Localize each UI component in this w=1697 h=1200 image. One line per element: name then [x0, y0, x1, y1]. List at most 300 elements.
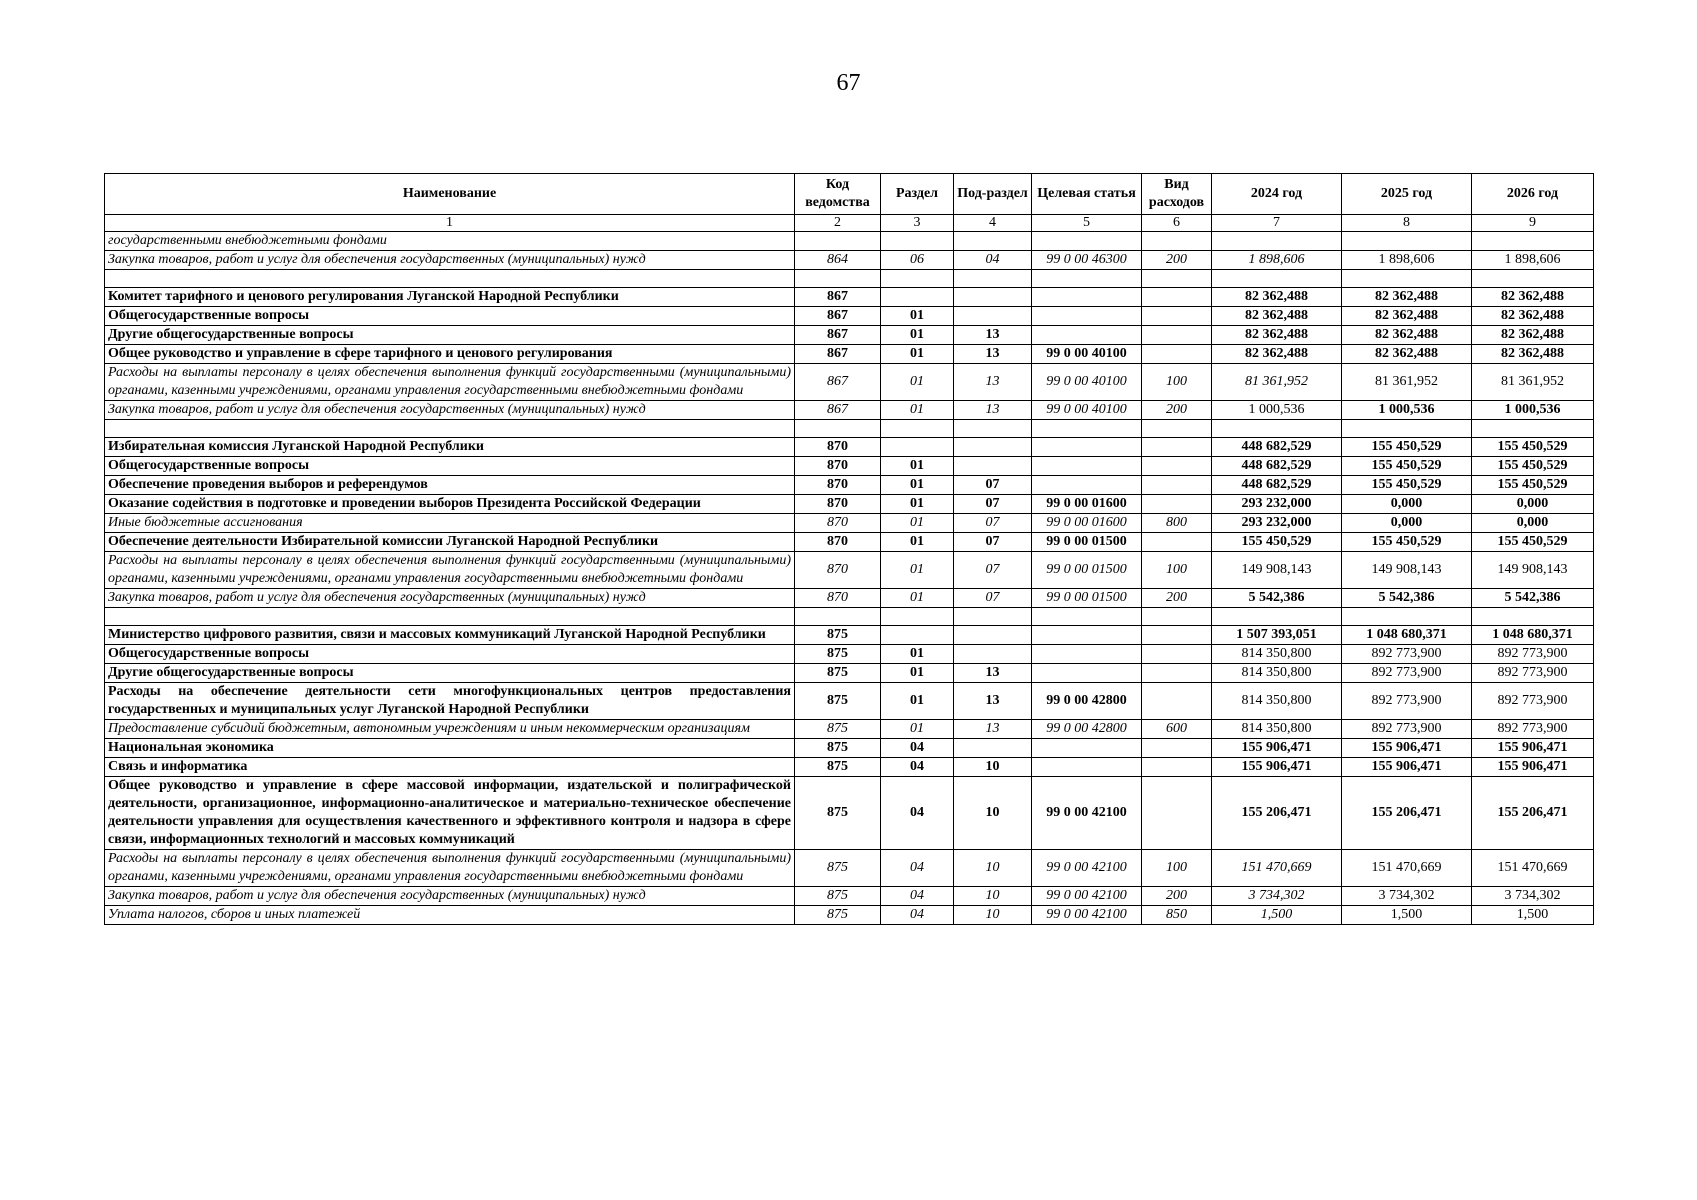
- cell-2026: [1472, 270, 1594, 288]
- cell-ved: 870: [795, 514, 881, 533]
- cell-name: Расходы на выплаты персоналу в целях обеспечения выполнения функций государственными (муниципальными) органами, казенными учреждениями, органами управления государственными внебюджетными фондами: [105, 850, 795, 887]
- cell-statya: 99 0 00 42100: [1032, 887, 1142, 906]
- cell-name: Закупка товаров, работ и услуг для обеспечения государственных (муниципальных) нужд: [105, 887, 795, 906]
- cell-podrazdel: 10: [954, 777, 1032, 850]
- cell-vid: [1142, 438, 1212, 457]
- cell-ved: 867: [795, 364, 881, 401]
- cell-statya: 99 0 00 01500: [1032, 533, 1142, 552]
- header-row: [105, 174, 1594, 215]
- cell-2026: 1,500: [1472, 906, 1594, 925]
- cell-2026: 82 362,488: [1472, 345, 1594, 364]
- cell-ved: 875: [795, 777, 881, 850]
- table-row: [105, 232, 1594, 251]
- column-number: 6: [1142, 215, 1212, 232]
- cell-2026: 155 206,471: [1472, 777, 1594, 850]
- cell-2025: 82 362,488: [1342, 288, 1472, 307]
- cell-2024: [1212, 608, 1342, 626]
- cell-2026: 155 450,529: [1472, 438, 1594, 457]
- cell-2026: 155 450,529: [1472, 457, 1594, 476]
- cell-2025: 155 450,529: [1342, 438, 1472, 457]
- cell-statya: [1032, 626, 1142, 645]
- cell-name: Обеспечение проведения выборов и референдумов: [105, 476, 795, 495]
- cell-ved: 875: [795, 645, 881, 664]
- cell-vid: [1142, 288, 1212, 307]
- cell-2024: 448 682,529: [1212, 438, 1342, 457]
- cell-name: Министерство цифрового развития, связи и массовых коммуникаций Луганской Народной Республики: [105, 626, 795, 645]
- column-number: 5: [1032, 215, 1142, 232]
- cell-vid: 800: [1142, 514, 1212, 533]
- cell-name: [105, 420, 795, 438]
- cell-vid: [1142, 232, 1212, 251]
- column-number: 3: [881, 215, 954, 232]
- table-body: [105, 232, 1594, 925]
- cell-ved: 875: [795, 626, 881, 645]
- cell-ved: 867: [795, 307, 881, 326]
- table-row: [105, 533, 1594, 552]
- cell-vid: 850: [1142, 906, 1212, 925]
- cell-ved: 870: [795, 495, 881, 514]
- table-row: [105, 906, 1594, 925]
- cell-podrazdel: 07: [954, 533, 1032, 552]
- column-number: 2: [795, 215, 881, 232]
- cell-razdel: 01: [881, 401, 954, 420]
- cell-name: Расходы на выплаты персоналу в целях обеспечения выполнения функций государственными (муниципальными) органами, казенными учреждениями, органами управления государственными внебюджетными фондами: [105, 364, 795, 401]
- cell-2024: 151 470,669: [1212, 850, 1342, 887]
- cell-ved: 875: [795, 758, 881, 777]
- cell-razdel: 01: [881, 645, 954, 664]
- cell-podrazdel: 13: [954, 720, 1032, 739]
- cell-name: Общегосударственные вопросы: [105, 457, 795, 476]
- cell-statya: [1032, 288, 1142, 307]
- cell-razdel: [881, 288, 954, 307]
- cell-vid: [1142, 420, 1212, 438]
- cell-statya: 99 0 00 01600: [1032, 514, 1142, 533]
- cell-2026: 155 906,471: [1472, 758, 1594, 777]
- cell-statya: 99 0 00 42800: [1032, 683, 1142, 720]
- header-2026: 2026 год: [1472, 174, 1594, 215]
- cell-2025: 155 206,471: [1342, 777, 1472, 850]
- cell-vid: 100: [1142, 552, 1212, 589]
- cell-2025: 892 773,900: [1342, 720, 1472, 739]
- cell-name: Другие общегосударственные вопросы: [105, 326, 795, 345]
- cell-podrazdel: [954, 307, 1032, 326]
- cell-ved: 867: [795, 326, 881, 345]
- cell-2025: 155 906,471: [1342, 739, 1472, 758]
- cell-name: Связь и информатика: [105, 758, 795, 777]
- cell-statya: 99 0 00 42100: [1032, 850, 1142, 887]
- cell-name: Закупка товаров, работ и услуг для обеспечения государственных (муниципальных) нужд: [105, 401, 795, 420]
- cell-razdel: [881, 270, 954, 288]
- cell-2026: 82 362,488: [1472, 307, 1594, 326]
- cell-ved: 870: [795, 438, 881, 457]
- cell-razdel: 01: [881, 664, 954, 683]
- cell-2024: [1212, 270, 1342, 288]
- cell-statya: 99 0 00 42100: [1032, 906, 1142, 925]
- cell-2024: 1 000,536: [1212, 401, 1342, 420]
- cell-razdel: [881, 626, 954, 645]
- cell-2025: 155 450,529: [1342, 476, 1472, 495]
- cell-2024: 155 906,471: [1212, 758, 1342, 777]
- table-row: [105, 589, 1594, 608]
- cell-ved: [795, 608, 881, 626]
- cell-razdel: 01: [881, 307, 954, 326]
- cell-2024: 814 350,800: [1212, 683, 1342, 720]
- cell-ved: 870: [795, 476, 881, 495]
- cell-razdel: 04: [881, 739, 954, 758]
- cell-razdel: 01: [881, 345, 954, 364]
- cell-2025: 82 362,488: [1342, 307, 1472, 326]
- cell-2024: [1212, 420, 1342, 438]
- table-row: [105, 720, 1594, 739]
- cell-vid: [1142, 664, 1212, 683]
- cell-vid: [1142, 307, 1212, 326]
- cell-ved: [795, 420, 881, 438]
- cell-statya: [1032, 420, 1142, 438]
- cell-podrazdel: 13: [954, 345, 1032, 364]
- cell-podrazdel: 13: [954, 401, 1032, 420]
- cell-razdel: 04: [881, 758, 954, 777]
- column-number: 1: [105, 215, 795, 232]
- cell-vid: 100: [1142, 850, 1212, 887]
- cell-statya: [1032, 457, 1142, 476]
- cell-name: Общегосударственные вопросы: [105, 645, 795, 664]
- cell-2024: 82 362,488: [1212, 288, 1342, 307]
- cell-vid: 200: [1142, 401, 1212, 420]
- cell-2026: 149 908,143: [1472, 552, 1594, 589]
- table-row: [105, 326, 1594, 345]
- cell-2026: 1 048 680,371: [1472, 626, 1594, 645]
- cell-razdel: 01: [881, 495, 954, 514]
- cell-podrazdel: [954, 438, 1032, 457]
- cell-2024: 448 682,529: [1212, 476, 1342, 495]
- cell-2026: 892 773,900: [1472, 720, 1594, 739]
- cell-name: Закупка товаров, работ и услуг для обеспечения государственных (муниципальных) нужд: [105, 251, 795, 270]
- cell-2024: 814 350,800: [1212, 664, 1342, 683]
- cell-razdel: 01: [881, 720, 954, 739]
- cell-2025: [1342, 232, 1472, 251]
- cell-razdel: [881, 438, 954, 457]
- cell-vid: 200: [1142, 589, 1212, 608]
- cell-razdel: 01: [881, 514, 954, 533]
- cell-2024: 1 898,606: [1212, 251, 1342, 270]
- cell-2024: 82 362,488: [1212, 326, 1342, 345]
- cell-vid: 600: [1142, 720, 1212, 739]
- cell-2025: 5 542,386: [1342, 589, 1472, 608]
- cell-statya: 99 0 00 01600: [1032, 495, 1142, 514]
- cell-ved: 870: [795, 457, 881, 476]
- cell-2025: 82 362,488: [1342, 326, 1472, 345]
- cell-2026: [1472, 420, 1594, 438]
- cell-razdel: 01: [881, 683, 954, 720]
- cell-2024: 155 206,471: [1212, 777, 1342, 850]
- table-row: [105, 739, 1594, 758]
- cell-ved: 870: [795, 533, 881, 552]
- header-2024: 2024 год: [1212, 174, 1342, 215]
- cell-2025: 0,000: [1342, 514, 1472, 533]
- cell-2024: 82 362,488: [1212, 307, 1342, 326]
- cell-2025: [1342, 270, 1472, 288]
- cell-vid: 200: [1142, 887, 1212, 906]
- column-number: 9: [1472, 215, 1594, 232]
- cell-razdel: 01: [881, 533, 954, 552]
- cell-podrazdel: 07: [954, 495, 1032, 514]
- cell-vid: [1142, 495, 1212, 514]
- cell-vid: [1142, 777, 1212, 850]
- cell-statya: 99 0 00 40100: [1032, 345, 1142, 364]
- table-row: [105, 420, 1594, 438]
- cell-2025: 892 773,900: [1342, 683, 1472, 720]
- cell-2025: [1342, 420, 1472, 438]
- cell-vid: [1142, 739, 1212, 758]
- cell-ved: 875: [795, 887, 881, 906]
- table-row: [105, 438, 1594, 457]
- cell-ved: 864: [795, 251, 881, 270]
- cell-statya: 99 0 00 01500: [1032, 589, 1142, 608]
- cell-statya: 99 0 00 01500: [1032, 552, 1142, 589]
- cell-razdel: [881, 232, 954, 251]
- cell-2025: 149 908,143: [1342, 552, 1472, 589]
- cell-statya: [1032, 608, 1142, 626]
- header-podrazdel: Под-раздел: [954, 174, 1032, 215]
- cell-name: государственными внебюджетными фондами: [105, 232, 795, 251]
- cell-ved: 867: [795, 401, 881, 420]
- column-number: 8: [1342, 215, 1472, 232]
- cell-2024: 155 450,529: [1212, 533, 1342, 552]
- cell-2026: 0,000: [1472, 514, 1594, 533]
- cell-2026: 155 906,471: [1472, 739, 1594, 758]
- table-row: [105, 758, 1594, 777]
- cell-razdel: 04: [881, 777, 954, 850]
- cell-ved: [795, 270, 881, 288]
- cell-razdel: 04: [881, 850, 954, 887]
- cell-statya: 99 0 00 42100: [1032, 777, 1142, 850]
- cell-2024: [1212, 232, 1342, 251]
- cell-2026: [1472, 232, 1594, 251]
- cell-2026: 155 450,529: [1472, 533, 1594, 552]
- cell-vid: [1142, 457, 1212, 476]
- cell-statya: 99 0 00 42800: [1032, 720, 1142, 739]
- cell-2025: 1,500: [1342, 906, 1472, 925]
- cell-podrazdel: 10: [954, 887, 1032, 906]
- cell-2025: [1342, 608, 1472, 626]
- cell-ved: 870: [795, 589, 881, 608]
- cell-razdel: 04: [881, 887, 954, 906]
- cell-ved: 870: [795, 552, 881, 589]
- header-vid: Вид расходов: [1142, 174, 1212, 215]
- cell-razdel: 01: [881, 326, 954, 345]
- cell-vid: 200: [1142, 251, 1212, 270]
- cell-podrazdel: [954, 232, 1032, 251]
- cell-2024: 814 350,800: [1212, 645, 1342, 664]
- cell-ved: 867: [795, 345, 881, 364]
- cell-podrazdel: 04: [954, 251, 1032, 270]
- cell-2025: 155 450,529: [1342, 457, 1472, 476]
- cell-2026: [1472, 608, 1594, 626]
- cell-statya: [1032, 326, 1142, 345]
- cell-2025: 155 450,529: [1342, 533, 1472, 552]
- table-row: [105, 401, 1594, 420]
- table-row: [105, 777, 1594, 850]
- page-number: 67: [836, 70, 861, 96]
- cell-2024: 155 906,471: [1212, 739, 1342, 758]
- table-row: [105, 345, 1594, 364]
- cell-name: Расходы на обеспечение деятельности сети многофункциональных центров предоставления государственных и муниципальных услуг Луганской Народной Республики: [105, 683, 795, 720]
- cell-name: Общее руководство и управление в сфере тарифного и ценового регулирования: [105, 345, 795, 364]
- column-number: 7: [1212, 215, 1342, 232]
- cell-statya: [1032, 270, 1142, 288]
- cell-ved: 875: [795, 850, 881, 887]
- cell-ved: 875: [795, 720, 881, 739]
- table-row: [105, 683, 1594, 720]
- cell-name: [105, 608, 795, 626]
- cell-2025: 81 361,952: [1342, 364, 1472, 401]
- cell-podrazdel: 13: [954, 364, 1032, 401]
- cell-statya: [1032, 307, 1142, 326]
- cell-vid: [1142, 758, 1212, 777]
- cell-2026: 892 773,900: [1472, 683, 1594, 720]
- cell-2025: 1 048 680,371: [1342, 626, 1472, 645]
- column-number: 4: [954, 215, 1032, 232]
- header-ved: Код ведомства: [795, 174, 881, 215]
- table-row: [105, 495, 1594, 514]
- table-row: [105, 476, 1594, 495]
- cell-2024: 149 908,143: [1212, 552, 1342, 589]
- cell-ved: 875: [795, 906, 881, 925]
- cell-razdel: 04: [881, 906, 954, 925]
- column-number-row: [105, 215, 1594, 232]
- cell-ved: 875: [795, 739, 881, 758]
- cell-2025: 82 362,488: [1342, 345, 1472, 364]
- cell-razdel: [881, 420, 954, 438]
- cell-statya: [1032, 232, 1142, 251]
- cell-ved: [795, 232, 881, 251]
- header-statya: Целевая статья: [1032, 174, 1142, 215]
- cell-2024: 814 350,800: [1212, 720, 1342, 739]
- cell-statya: 99 0 00 46300: [1032, 251, 1142, 270]
- cell-podrazdel: 13: [954, 664, 1032, 683]
- cell-vid: [1142, 533, 1212, 552]
- header-razdel: Раздел: [881, 174, 954, 215]
- cell-podrazdel: [954, 608, 1032, 626]
- cell-podrazdel: 07: [954, 552, 1032, 589]
- table-row: [105, 364, 1594, 401]
- cell-podrazdel: 07: [954, 589, 1032, 608]
- table-row: [105, 552, 1594, 589]
- cell-2026: 81 361,952: [1472, 364, 1594, 401]
- cell-ved: 875: [795, 683, 881, 720]
- table-row: [105, 626, 1594, 645]
- cell-name: [105, 270, 795, 288]
- cell-podrazdel: [954, 288, 1032, 307]
- cell-name: Закупка товаров, работ и услуг для обеспечения государственных (муниципальных) нужд: [105, 589, 795, 608]
- cell-podrazdel: [954, 420, 1032, 438]
- cell-podrazdel: 07: [954, 514, 1032, 533]
- cell-razdel: 01: [881, 476, 954, 495]
- table-row: [105, 514, 1594, 533]
- cell-razdel: 01: [881, 457, 954, 476]
- cell-vid: [1142, 476, 1212, 495]
- cell-2026: 1 898,606: [1472, 251, 1594, 270]
- cell-vid: [1142, 645, 1212, 664]
- cell-2024: 3 734,302: [1212, 887, 1342, 906]
- table-row: [105, 608, 1594, 626]
- budget-table: [104, 173, 1594, 925]
- cell-name: Избирательная комиссия Луганской Народной Республики: [105, 438, 795, 457]
- cell-2025: 1 000,536: [1342, 401, 1472, 420]
- cell-ved: 875: [795, 664, 881, 683]
- cell-2026: 1 000,536: [1472, 401, 1594, 420]
- cell-statya: [1032, 758, 1142, 777]
- cell-vid: [1142, 270, 1212, 288]
- cell-2026: 151 470,669: [1472, 850, 1594, 887]
- table-row: [105, 457, 1594, 476]
- cell-2026: 0,000: [1472, 495, 1594, 514]
- cell-statya: [1032, 645, 1142, 664]
- cell-podrazdel: [954, 626, 1032, 645]
- cell-2024: 1,500: [1212, 906, 1342, 925]
- table-row: [105, 887, 1594, 906]
- cell-2026: 892 773,900: [1472, 664, 1594, 683]
- cell-vid: 100: [1142, 364, 1212, 401]
- cell-2025: 155 906,471: [1342, 758, 1472, 777]
- cell-vid: [1142, 326, 1212, 345]
- cell-vid: [1142, 345, 1212, 364]
- table-row: [105, 288, 1594, 307]
- cell-name: Расходы на выплаты персоналу в целях обеспечения выполнения функций государственными (муниципальными) органами, казенными учреждениями, органами управления государственными внебюджетными фондами: [105, 552, 795, 589]
- cell-2024: 5 542,386: [1212, 589, 1342, 608]
- cell-razdel: 01: [881, 589, 954, 608]
- cell-ved: 867: [795, 288, 881, 307]
- cell-2026: 155 450,529: [1472, 476, 1594, 495]
- cell-razdel: 01: [881, 364, 954, 401]
- cell-podrazdel: [954, 739, 1032, 758]
- cell-2025: 892 773,900: [1342, 645, 1472, 664]
- cell-statya: [1032, 664, 1142, 683]
- table-row: [105, 850, 1594, 887]
- table-row: [105, 645, 1594, 664]
- cell-name: Другие общегосударственные вопросы: [105, 664, 795, 683]
- cell-statya: 99 0 00 40100: [1032, 401, 1142, 420]
- cell-2024: 82 362,488: [1212, 345, 1342, 364]
- cell-2025: 892 773,900: [1342, 664, 1472, 683]
- cell-name: Национальная экономика: [105, 739, 795, 758]
- cell-podrazdel: 10: [954, 850, 1032, 887]
- cell-2025: 151 470,669: [1342, 850, 1472, 887]
- cell-2025: 3 734,302: [1342, 887, 1472, 906]
- cell-2024: 293 232,000: [1212, 514, 1342, 533]
- cell-2024: 81 361,952: [1212, 364, 1342, 401]
- table-row: [105, 664, 1594, 683]
- cell-podrazdel: 10: [954, 758, 1032, 777]
- cell-vid: [1142, 626, 1212, 645]
- table-row: [105, 307, 1594, 326]
- cell-vid: [1142, 683, 1212, 720]
- cell-name: Комитет тарифного и ценового регулирования Луганской Народной Республики: [105, 288, 795, 307]
- cell-name: Общегосударственные вопросы: [105, 307, 795, 326]
- cell-2024: 448 682,529: [1212, 457, 1342, 476]
- cell-podrazdel: 13: [954, 326, 1032, 345]
- cell-2025: 1 898,606: [1342, 251, 1472, 270]
- cell-name: Предоставление субсидий бюджетным, автономным учреждениям и иным некоммерческим организациям: [105, 720, 795, 739]
- cell-statya: 99 0 00 40100: [1032, 364, 1142, 401]
- cell-razdel: 01: [881, 552, 954, 589]
- cell-2024: 293 232,000: [1212, 495, 1342, 514]
- cell-name: Общее руководство и управление в сфере массовой информации, издательской и полиграфической деятельности, организационное, информационно-аналитическое и материально-техническое обеспечение деятельности управления для осуществления качественного и эффективного контроля и надзора в сфере связи, информационных технологий и массовых коммуникаций: [105, 777, 795, 850]
- cell-podrazdel: [954, 457, 1032, 476]
- cell-podrazdel: [954, 270, 1032, 288]
- cell-razdel: [881, 608, 954, 626]
- table-row: [105, 251, 1594, 270]
